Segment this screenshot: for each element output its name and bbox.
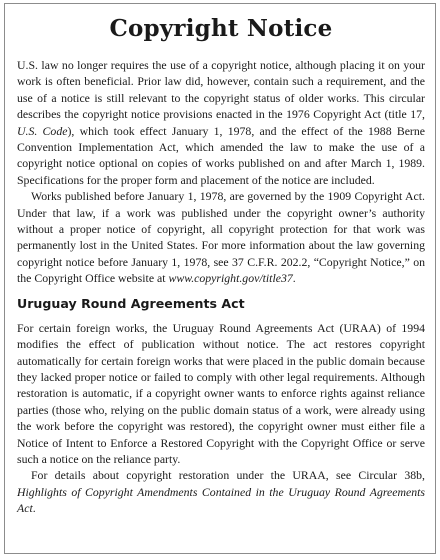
uraa-details-text-b: . [32, 501, 36, 516]
us-code-citation: U.S. Code [17, 123, 68, 138]
page-title: Copyright Notice [109, 15, 333, 42]
intro-text-b: ), which took effect January 1, 1978, and the effect of the 1988 Berne Convention Implementation Act, which amended the law to make the use of a copyright notice optional on copies of works published on and after March 1, 1989. Specifications for the proper form and placement of the notice are included. [17, 123, 425, 187]
uraa-paragraph: For certain foreign works, the Uruguay Round Agreements Act (URAA) of 1994 modifies the effect of publication without notice. The act restores copyright automatically for certain foreign works that were placed in the public domain because they lacked proper notice or failed to comply with other legal requirements. Although restoration is automatic, if a copyright owner wants to enforce rights against reliance parties (those who, relying on the public domain status of a work, were already using the work before the copyright was restored), the copyright owner must either file a Notice of Intent to Enforce a Restored Copyright with the Copyright Office or serve such a notice on the reliance party. [17, 320, 425, 466]
document-page [4, 3, 436, 554]
uraa-details-text-a: For details about copyright restoration under the URAA, see Circular 38b, [31, 468, 425, 483]
document-body [17, 57, 425, 517]
pre-1978-text-a: Works published before January 1, 1978, are governed by the 1909 Copyright Act. Under that law, if a work was published under the copyright owner’s authority without a proper notice of copyright, all copyright protection for that work was permanently lost in the United States. For more information about the law governing copyright notice before January 1, 1978, see 37 C.F.R. 202.2, “Copyright Notice,” on the Copyright Office website at [17, 189, 425, 286]
intro-text-a: U.S. law no longer requires the use of a copyright notice, although placing it on your work is often beneficial. Prior law did, however, contain such a requirement, and the use of a notice is still relevant to the copyright status of older works. This circular describes the copyright notice provisions enacted in the 1976 Copyright Act (title 17, [17, 58, 425, 122]
title37-url: www.copyright.gov/title37 [168, 271, 293, 286]
pre-1978-text-b: . [292, 271, 296, 286]
section-heading-uraa: Uruguay Round Agreements Act [17, 295, 245, 311]
intro-paragraph [17, 57, 425, 188]
uraa-details-paragraph [17, 467, 425, 516]
pre-1978-paragraph [17, 188, 425, 286]
circular-38b-title: Highlights of Copyright Amendments Contained in the Uruguay Round Agreements Act [17, 484, 425, 516]
